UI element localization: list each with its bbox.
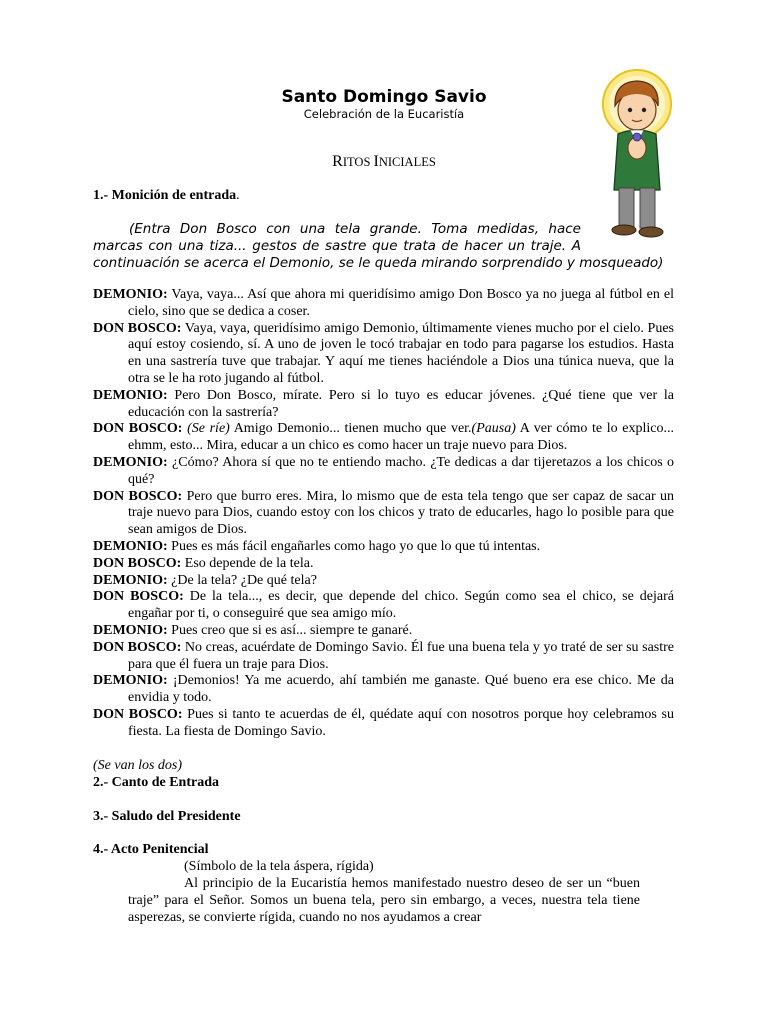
speaker-name: DEMONIO: <box>93 387 168 403</box>
right-eye <box>642 108 646 112</box>
section-saludo-presidente <box>93 808 674 825</box>
speaker-name: DEMONIO: <box>93 454 168 470</box>
stage-aside: (Pausa) <box>471 421 516 437</box>
acto-penitencial-body <box>128 858 640 926</box>
stage-direction <box>93 221 670 272</box>
dialogue-turn <box>93 539 674 556</box>
speech-text: ¡Demonios! Ya me acuerdo, ahí también me ganaste. Qué bueno era ese chico. Me da envidia y todo. <box>128 673 674 706</box>
speech-text: De la tela..., es decir, que depende del chico. Según como sea el chico, se dejará engañar por ti, o conseguiré que sea amigo mío. <box>128 589 674 622</box>
right-leg <box>640 188 655 228</box>
speaker-name: DON BOSCO: <box>93 421 183 437</box>
heading-smallcaps: NICIALES <box>378 155 436 169</box>
right-shoe <box>639 227 663 237</box>
left-eye <box>628 108 632 112</box>
dialogue-turn <box>93 287 674 321</box>
speaker-name: DEMONIO: <box>93 287 168 302</box>
speech-text: Vaya, vaya... Así que ahora mi queridísimo amigo Don Bosco ya no juega al fútbol en el cielo, sino que se dedica a coser. <box>128 287 674 319</box>
speaker-name: DON BOSCO: <box>93 589 184 605</box>
monicion-title: 1.- Monición de entrada <box>93 188 237 203</box>
dialogue-turn <box>93 623 674 640</box>
heading-letter: R <box>332 153 343 170</box>
speech-text: Pero que burro eres. Mira, lo mismo que de esta tela tengo que ser capaz de sacar un traje nuevo para Dios, cuando estoy con los chicos y trato de educarles, hago lo posible para que sean amigos de Dios. <box>128 488 674 538</box>
stage-line-text: (Entra Don Bosco con una tela grande. Toma medidas, hace <box>129 221 581 237</box>
speaker-name: DEMONIO: <box>93 622 168 638</box>
saint-domingo-savio-illustration <box>594 68 680 240</box>
speech-text: Pues si tanto te acuerdas de él, quédate aquí con nosotros porque hoy celebramos su fiesta. La fiesta de Domingo Savio. <box>128 706 674 739</box>
speech-text: ¿Cómo? Ahora sí que no te entiendo macho. ¿Te dedicas a dar tijeretazos a los chicos o qué? <box>128 454 674 487</box>
speech-text: Pues creo que si es así... siempre te ganaré. <box>167 622 413 638</box>
speaker-name: DON BOSCO: <box>93 555 182 571</box>
dialogue-turn <box>93 388 674 422</box>
dialogue-turn <box>93 589 674 623</box>
section-canto-entrada <box>93 774 674 791</box>
speech-text: Pues es más fácil engañarles como hago yo que lo que tú intentas. <box>167 538 541 554</box>
rosary <box>633 133 641 141</box>
section-heading-ritos-iniciales <box>184 152 584 172</box>
dialogue-turn <box>93 673 674 707</box>
speech-text: Vaya, vaya, queridísimo amigo Demonio, últimamente vienes mucho por el cielo. Pues aquí estoy cosiendo, sí. A uno de joven le tocó trabajar en todo para pagarse los estudios. Hasta en una sastrería tuve que trabajar. Y aquí me tienes haciéndole a Dios una túnica nueva, que la otra se le ha roto jugando al fútbol. <box>128 320 674 386</box>
speech-text: ¿De la tela? ¿De qué tela? <box>167 572 317 588</box>
document-title: Santo Domingo Savio <box>281 87 487 107</box>
section-title: 3.- Saludo del Presidente <box>93 809 241 824</box>
dialogue-turn <box>93 640 674 674</box>
dialogue-turn <box>93 489 674 539</box>
speaker-name: DON BOSCO: <box>93 706 183 722</box>
section-acto-penitencial <box>93 841 674 858</box>
stage-aside: (Se ríe) <box>182 421 230 437</box>
speaker-name: DON BOSCO: <box>93 488 183 504</box>
speech-text: A ver cómo te lo explico... ehmm, esto... Mira, educar a un chico es como hacer un traje nuevo para Dios. <box>128 421 674 454</box>
heading-smallcaps: ITOS <box>342 155 374 169</box>
section-title: 2.- Canto de Entrada <box>93 775 220 790</box>
dialogue-turn <box>93 455 674 489</box>
speaker-name: DON BOSCO: <box>93 320 182 336</box>
dialogue <box>93 287 674 741</box>
section-title: 4.- Acto Penitencial <box>93 842 209 857</box>
dialogue-turn <box>93 573 674 590</box>
speech-text: Pero Don Bosco, mírate. Pero si lo tuyo es educar jóvenes. ¿Qué tiene que ver la educación con la sastrería? <box>128 387 674 420</box>
heading-letter: I <box>373 153 379 170</box>
monicion-period: . <box>236 188 240 203</box>
left-shoe <box>612 225 636 235</box>
speaker-name: DEMONIO: <box>93 572 168 588</box>
stage-line: continuación se acerca el Demonio, se le queda mirando sorprendido y mosqueado) <box>93 255 664 271</box>
dialogue-turn <box>93 707 674 741</box>
document-subtitle: Celebración de la Eucaristía <box>303 107 465 121</box>
speaker-name: DEMONIO: <box>93 673 168 689</box>
acto-paragraph: Al principio de la Eucaristía hemos manifestado nuestro deseo de ser un “buen traje” para el Señor. Somos un buena tela, pero sin embargo, a veces, nuestra tela tiene asperezas, se convierte rígida, cuando no nos ayudamos a crear <box>128 876 640 925</box>
speech-text: No creas, acuérdate de Domingo Savio. Él fue una buena tela y yo traté de ser su sastre para que él fuera un traje para Dios. <box>128 639 674 672</box>
stage-line: marcas con una tiza... gestos de sastre que trata de hacer un traje. A <box>93 238 581 254</box>
monicion-heading <box>93 187 240 204</box>
speech-text: Amigo Demonio... tienen mucho que ver. <box>229 421 472 437</box>
exit-direction: (Se van los dos) <box>93 758 183 773</box>
symbol-note: (Símbolo de la tela áspera, rígida) <box>184 859 374 874</box>
speaker-name: DON BOSCO: <box>93 639 182 655</box>
left-leg <box>619 188 634 228</box>
speaker-name: DEMONIO: <box>93 538 168 554</box>
dialogue-turn <box>93 421 674 455</box>
dialogue-turn <box>93 321 674 388</box>
speech-text: Eso depende de la tela. <box>181 555 314 571</box>
stage-line <box>93 221 581 238</box>
dialogue-turn <box>93 556 674 573</box>
